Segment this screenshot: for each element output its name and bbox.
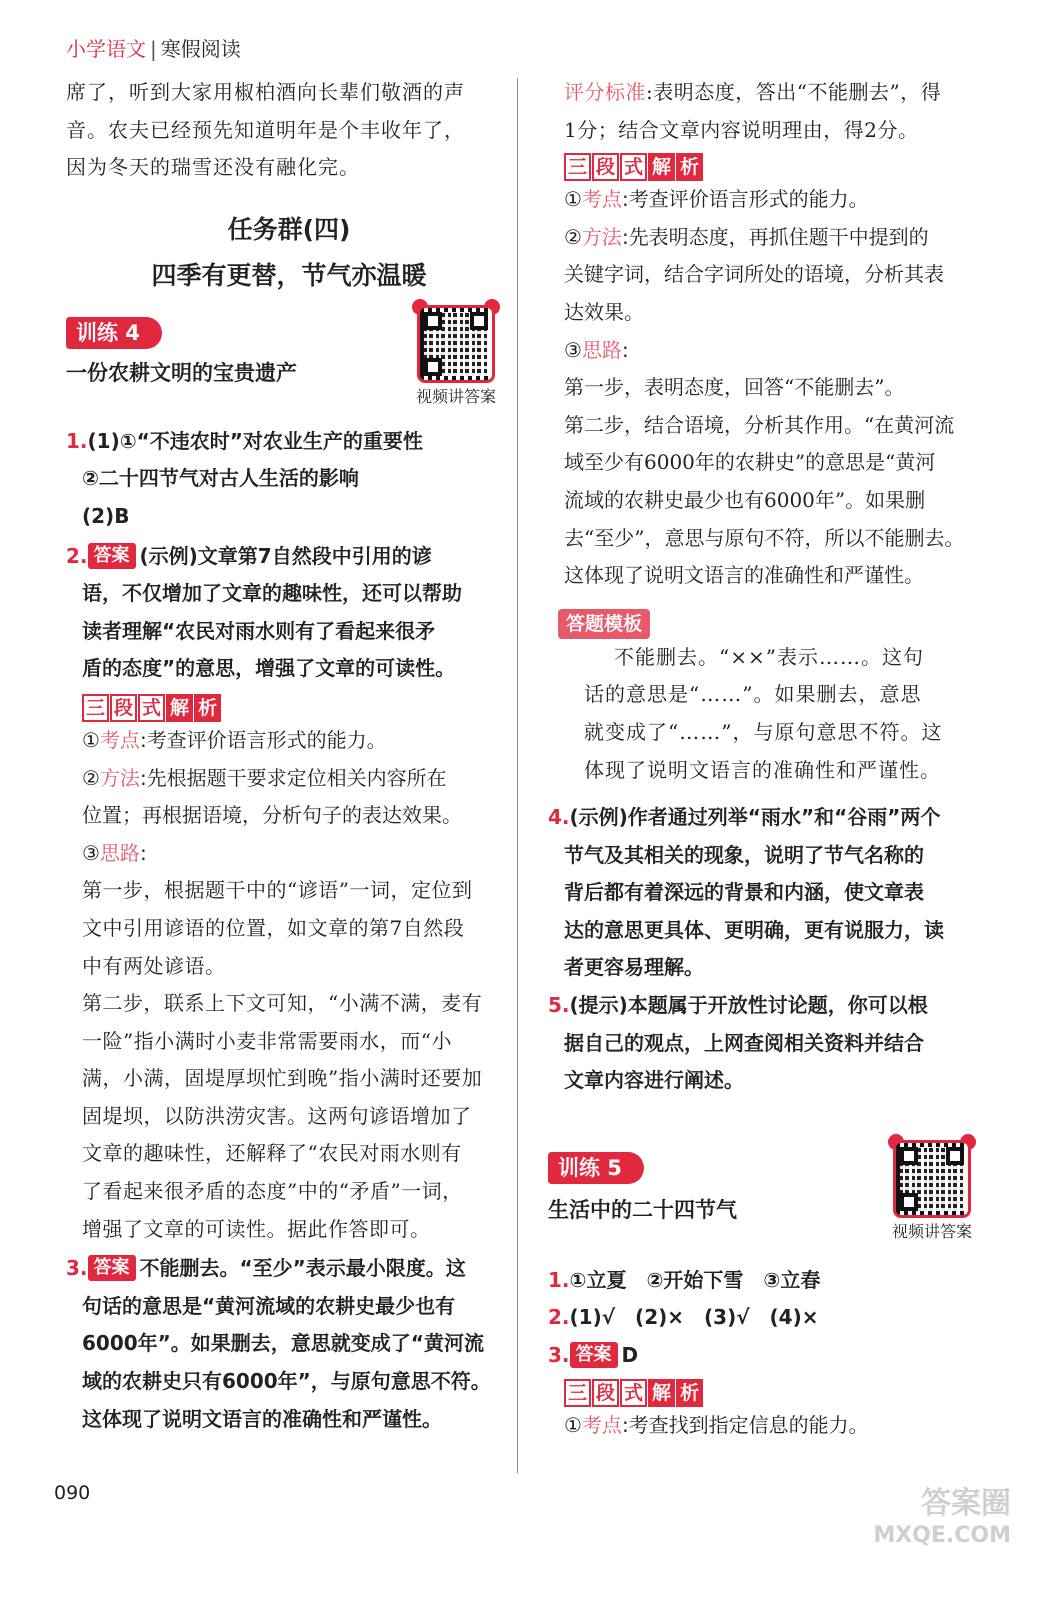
train5-header xyxy=(548,1134,996,1244)
question-3 xyxy=(66,1250,512,1438)
template-label: 答题模板 xyxy=(558,609,650,639)
intro-text xyxy=(66,74,512,187)
q3-silu-line: 第一步，表明态度，回答“不能删去”。 xyxy=(564,375,905,400)
q3-kaodian: 考查评价语言形式的能力。 xyxy=(628,187,869,212)
q1-number: 1. xyxy=(66,428,88,453)
watermark-line: 答案圈 xyxy=(921,1486,1011,1521)
t5-kaodian-label: 考点 xyxy=(581,1412,622,1437)
header-subject: 小学语文 xyxy=(66,37,146,61)
train5-badge: 训练 5 xyxy=(548,1152,644,1184)
q3-silu-label: 思路 xyxy=(581,337,622,362)
q2-line: 盾的态度”的意思，增强了文章的可读性。 xyxy=(82,656,456,681)
qr-caption: 视频讲答案 xyxy=(415,386,496,406)
q2-line: 语，不仅增加了文章的趣味性，还可以帮助 xyxy=(82,581,462,606)
template-line: 不能删去。“××”表示……。这句 xyxy=(614,644,924,669)
analysis-char: 段 xyxy=(592,153,619,181)
q3-criteria-line: 1分；结合文章内容说明理由，得2分。 xyxy=(564,117,919,142)
q3-silu-line: 流域的农耕史最少也有6000年”。如果删 xyxy=(564,487,926,512)
t5-analysis-label xyxy=(548,1379,996,1407)
q5-line: 文章内容进行阐述。 xyxy=(564,1068,744,1093)
q2-kaodian: 考查评价语言形式的能力。 xyxy=(146,727,387,752)
analysis-char: 式 xyxy=(620,1379,647,1407)
q2-silu-line: 固堤坝，以防洪涝灾害。这两句谚语增加了 xyxy=(82,1103,472,1128)
train4-badge: 训练 4 xyxy=(66,317,162,349)
analysis-char: 析 xyxy=(194,694,221,722)
header-book: 寒假阅读 xyxy=(160,37,241,61)
q4-line: 节气及其相关的现象，说明了节气名称的 xyxy=(564,842,924,867)
q3-answer-template xyxy=(558,609,996,789)
t5-q1-number: 1. xyxy=(548,1267,570,1292)
analysis-char: 段 xyxy=(592,1379,619,1407)
q3-silu-line: 去“至少”，意思与原句不符，所以不能删去。 xyxy=(564,525,965,550)
q5-line: 据自己的观点，上网查阅相关资料并结合 xyxy=(564,1030,924,1055)
intro-line: 因为冬天的瑞雪还没有融化完。 xyxy=(66,155,360,180)
q3-criteria-label: 评分标准 xyxy=(564,80,646,104)
q3-fangfa-line: 关键字词，结合字词所处的语境，分析其表 xyxy=(564,262,944,287)
q2-silu-line: 了看起来很矛盾的态度”中的“矛盾”一词， xyxy=(82,1179,463,1204)
question-5 xyxy=(548,987,996,1100)
q5-line: (提示)本题属于开放性讨论题，你可以根 xyxy=(569,993,928,1018)
q2-silu-line: 增强了文章的可读性。据此作答即可。 xyxy=(82,1216,431,1241)
task-subtitle: 四季有更替，节气亦温暖 xyxy=(151,260,427,290)
train5-answers xyxy=(548,1262,996,1375)
t5-q2-number: 2. xyxy=(548,1305,570,1330)
question-2 xyxy=(66,538,512,688)
analysis-char: 解 xyxy=(648,1379,675,1407)
q2-silu-line: 文章的趣味性，还解释了“农民对雨水则有 xyxy=(82,1141,462,1166)
analysis-char: 三 xyxy=(564,1379,591,1407)
q3-criteria: 评分标准:表明态度，答出“不能删去”，得 1分；结合文章内容说明理由，得2分。 xyxy=(548,74,996,149)
right-column xyxy=(548,74,996,1444)
q2-silu-line: 中有两处谚语。 xyxy=(82,953,226,978)
q4-line: 背后都有着深远的背景和内涵，使文章表 xyxy=(564,880,924,905)
q2-silu xyxy=(66,872,512,1248)
page-header xyxy=(66,36,241,62)
q1-line: ②二十四节气对古人生活的影响 xyxy=(82,466,359,491)
t5-q1: ①立夏 ②开始下雪 ③立春 xyxy=(569,1267,821,1292)
q3-line: 这体现了说明文语言的准确性和严谨性。 xyxy=(82,1406,442,1431)
q2-fangfa-line: 先根据题干要求定位相关内容所在 xyxy=(146,765,447,790)
column-divider xyxy=(517,78,518,1473)
q3-analysis-label xyxy=(548,153,996,181)
train4-qr[interactable] xyxy=(410,305,502,409)
qr-code-icon xyxy=(417,305,495,383)
train4-title: 一份农耕文明的宝贵遗产 xyxy=(66,359,297,385)
q2-silu-line: 第一步，根据题干中的“谚语”一词，定位到 xyxy=(82,878,473,903)
q3-silu-line: 域至少有6000年的农耕史”的意思是“黄河 xyxy=(564,450,936,475)
q2-line: (示例)文章第7自然段中引用的谚 xyxy=(139,543,432,568)
q3-number: 3. xyxy=(66,1256,88,1281)
train4-header xyxy=(66,305,512,409)
task-title: 任务群(四) xyxy=(227,214,351,244)
q2-silu-label: 思路 xyxy=(99,840,140,865)
analysis-char: 解 xyxy=(166,694,193,722)
analysis-char: 三 xyxy=(82,694,109,722)
q2-analysis: ①考点:考查评价语言形式的能力。 ②方法:先根据题干要求定位相关内容所在 位置；再根据语境，分析句子的表达效果。 ③思路: xyxy=(66,722,512,872)
q2-silu-line: 第二步，联系上下文可知，“小满不满，麦有 xyxy=(82,991,483,1016)
watermark-line: MXQE.COM xyxy=(873,1523,1011,1548)
q4-line: 者更容易理解。 xyxy=(564,955,704,980)
analysis-char: 析 xyxy=(676,153,703,181)
analysis-char: 式 xyxy=(138,694,165,722)
q3-line: 句话的意思是“黄河流域的农耕史最少也有 xyxy=(82,1293,456,1318)
q1-line: (2)B xyxy=(82,503,130,528)
question-1 xyxy=(66,423,512,536)
q2-kaodian-label: 考点 xyxy=(99,727,140,752)
template-line: 就变成了“……”，与原句意思不符。这 xyxy=(584,719,943,744)
analysis-char: 式 xyxy=(620,153,647,181)
t5-analysis: ①考点:考查找到指定信息的能力。 xyxy=(564,1412,869,1437)
intro-line: 席了，听到大家用椒柏酒向长辈们敬酒的声 xyxy=(66,80,465,104)
analysis-char: 段 xyxy=(110,694,137,722)
q3-line: 域的农耕史只有6000年”，与原句意思不符。 xyxy=(82,1369,491,1394)
t5-q3-answer-badge: 答案 xyxy=(570,1342,618,1368)
t5-kaodian: 考查找到指定信息的能力。 xyxy=(628,1412,869,1437)
q2-fangfa-label: 方法 xyxy=(99,765,140,790)
template-line: 话的意思是“……”。如果删去，意思 xyxy=(584,682,922,707)
q3-criteria-line: 表明态度，答出“不能删去”，得 xyxy=(653,80,942,104)
train5-qr[interactable] xyxy=(886,1140,978,1244)
t5-q3: D xyxy=(621,1343,639,1368)
watermark xyxy=(873,1488,1011,1552)
q3-line: 6000年”。如果删去，意思就变成了“黄河流 xyxy=(82,1331,484,1356)
q3-answer-badge: 答案 xyxy=(88,1255,136,1281)
q2-answer-badge: 答案 xyxy=(88,543,136,569)
page-number: 090 xyxy=(54,1482,91,1504)
q3-analysis: ①考点:考查评价语言形式的能力。 ②方法:先表明态度，再抓住题干中提到的 关键字词，结合字词所处的语境，分析其表 达效果。 ③思路: xyxy=(548,181,996,369)
t5-q3-number: 3. xyxy=(548,1343,570,1368)
q5-number: 5. xyxy=(548,993,570,1018)
q3-fangfa-label: 方法 xyxy=(581,224,622,249)
template-line: 体现了说明文语言的准确性和严谨性。 xyxy=(584,757,941,782)
q3-fangfa-line: 达效果。 xyxy=(564,299,644,324)
q2-line: 读者理解“农民对雨水则有了看起来很矛 xyxy=(82,618,436,643)
train5-title: 生活中的二十四节气 xyxy=(548,1196,737,1222)
task-heading xyxy=(66,207,512,299)
q3-silu xyxy=(548,369,996,595)
analysis-char: 三 xyxy=(564,153,591,181)
q2-analysis-label xyxy=(66,694,512,722)
qr-caption: 视频讲答案 xyxy=(891,1221,972,1241)
header-separator: | xyxy=(150,37,157,61)
q4-line: 达的意思更具体、更明确，更有说服力，读 xyxy=(564,917,944,942)
t5-q2: (1)√ (2)× (3)√ (4)× xyxy=(569,1305,819,1330)
q3-silu-line: 这体现了说明文语言的准确性和严谨性。 xyxy=(564,563,924,588)
q3-line: 不能删去。“至少”表示最小限度。这 xyxy=(139,1256,466,1281)
qr-code-icon xyxy=(893,1140,971,1218)
q2-silu-line: 一险”指小满时小麦非常需要雨水，而“小 xyxy=(82,1028,452,1053)
q4-line: (示例)作者通过列举“雨水”和“谷雨”两个 xyxy=(569,805,941,830)
analysis-char: 析 xyxy=(676,1379,703,1407)
q4-number: 4. xyxy=(548,805,570,830)
q2-silu-line: 文中引用谚语的位置，如文章的第7自然段 xyxy=(82,915,465,940)
q3-silu-line: 第二步，结合语境，分析其作用。“在黄河流 xyxy=(564,412,955,437)
q2-fangfa-line: 位置；再根据语境，分析句子的表达效果。 xyxy=(82,803,462,828)
left-column xyxy=(66,74,512,1438)
q3-kaodian-label: 考点 xyxy=(581,187,622,212)
question-4 xyxy=(548,799,996,987)
q1-line: (1)①“不违农时”对农业生产的重要性 xyxy=(87,428,423,453)
q2-silu-line: 满，小满，固堤厚坝忙到晚”指小满时还要加 xyxy=(82,1066,483,1091)
intro-line: 音。农夫已经预先知道明年是个丰收年了， xyxy=(66,117,465,142)
q2-number: 2. xyxy=(66,543,88,568)
analysis-char: 解 xyxy=(648,153,675,181)
q3-fangfa-line: 先表明态度，再抓住题干中提到的 xyxy=(628,224,929,249)
